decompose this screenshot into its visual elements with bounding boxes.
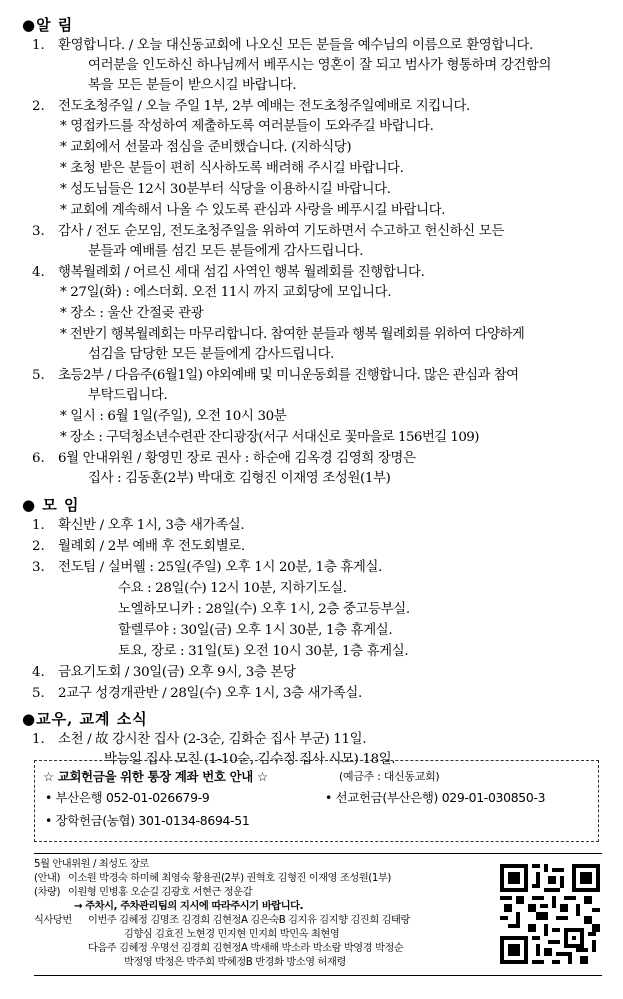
meeting-number: 4. [32,665,45,680]
announcement-number: 1. [32,38,45,53]
announcement-line: 환영합니다. / 오늘 대신동교회에 나오신 모든 분들을 예수님의 이름으로 환영합니다. [58,38,534,53]
announcement-line: 여러분을 인도하신 하나님께서 베푸시는 영혼이 잘 되고 범사가 형통하며 강건함의 [88,58,552,73]
vehicle-names: 이원형 민병홍 오순길 김광호 서현근 정운갑 [68,887,253,898]
parking-notice: → 주차시, 주차관리팀의 지시에 따라주시기 바랍니다. [74,901,304,912]
announcement-line: 섬김을 담당한 모든 분들에게 감사드립니다. [88,347,335,362]
offering-box-title: ☆ 교회헌금을 위한 통장 계좌 번호 안내 ☆ [43,769,268,784]
meeting-number: 5. [32,686,45,701]
announcement-line: 행복월례회 / 어르신 세대 섬김 사역인 행복 월례회를 진행합니다. [58,265,425,280]
announcement-bullet: * 초청 받은 분들이 편히 식사하도록 배려해 주시길 바랍니다. [60,161,404,176]
ushers-title: 5월 안내위원 / 최성도 장로 [34,859,149,870]
announcement-number: 2. [32,99,45,114]
announcement-number: 6. [32,451,45,466]
account-row: • 선교헌금(부산은행) 029-01-030850-3 [325,790,546,805]
announcement-bullet: * 장소 : 구덕청소년수련관 잔디광장(서구 서대신로 꽃마을로 156번길 109) [60,430,479,445]
meeting-line: 노엘하모니카 : 28일(수) 오후 1시, 2층 중고등부실. [118,602,410,617]
meal-this-week: 이번주 김혜정 김명조 김경희 김현정A 김은숙B 김지유 김지향 김진희 김태랑 [88,915,410,926]
meal-this-week-2: 김향심 김효진 노현경 민지현 민지희 박민옥 최현영 [124,929,340,940]
meeting-number: 1. [32,518,45,533]
news-line: 박능일 집사 모친 (1-10순, 김수정 집사 시모) 18일. [104,752,396,767]
announcement-bullet: * 교회에 계속해서 나올 수 있도록 관심과 사랑을 베푸시길 바랍니다. [60,203,446,218]
announcement-line: 복을 모든 분들이 받으시길 바랍니다. [88,78,297,93]
announcement-line: 6월 안내위원 / 황영민 장로 권사 : 하순애 김옥경 김영희 장명은 [58,451,416,466]
meeting-line: 월례회 / 2부 예배 후 전도회별로. [58,539,245,554]
divider-top [34,853,602,854]
news-line: 소천 / 故 강시찬 집사 (2-3순, 김화순 집사 부군) 11일. [58,732,367,747]
vehicle-label: (차량) [34,887,61,898]
announcement-line: 초등2부 / 다음주(6월1일) 야외예배 및 미니운동회를 진행합니다. 많은 관심과 참여 [58,368,519,383]
announcement-bullet: * 영접카드를 작성하여 제출하도록 여러분들이 도와주길 바랍니다. [60,119,434,134]
ushers-names: 이소원 박경숙 하미혜 최영숙 황용권(2부) 권혁호 김형진 이재영 조성원(1부) [68,873,391,884]
meeting-line: 할렐루야 : 30일(금) 오후 1시 30분, 1층 휴게실. [118,623,393,638]
news-number: 1. [32,732,45,747]
meeting-number: 2. [32,539,45,554]
qr-code[interactable] [500,864,600,964]
announcement-line: 전도초청주일 / 오늘 주일 1부, 2부 예배는 전도초청주일예배로 지킵니다. [58,99,470,114]
meetings-heading: ● 모 임 [22,496,80,514]
announcement-bullet: * 성도님들은 12시 30분부터 식당을 이용하시길 바랍니다. [60,182,391,197]
meeting-number: 3. [32,560,45,575]
announcement-bullet: * 교회에서 선물과 점심을 준비했습니다. (지하식당) [60,140,352,155]
meeting-line: 확신반 / 오후 1시, 3층 새가족실. [58,518,245,533]
meeting-line: 전도팀 / 실버웰 : 25일(주일) 오후 1시 20분, 1층 휴게실. [58,560,383,575]
announcement-bullet: * 장소 : 울산 간절곶 관광 [60,306,204,321]
meeting-line: 2교구 성경개관반 / 28일(수) 오후 1시, 3층 새가족실. [58,686,362,701]
account-row: • 부산은행 052-01-026679-9 [45,790,210,805]
announcement-line: 분들과 예배를 섬긴 모든 분들에게 감사드립니다. [88,244,364,259]
announcement-number: 3. [32,224,45,239]
meeting-line: 토요, 장로 : 31일(토) 오전 10시 30분, 1층 휴게실. [118,644,409,659]
account-holder: (예금주 : 대신동교회) [339,770,440,783]
announcement-bullet: * 일시 : 6월 1일(주일), 오전 10시 30분 [60,409,287,424]
account-row: • 장학헌금(농협) 301-0134-8694-51 [45,813,250,828]
news-heading: ●교우, 교계 소식 [22,710,148,728]
announcements-heading: ●알 림 [22,16,74,34]
announcement-line: 부탁드립니다. [88,388,168,403]
announcement-line: 집사 : 김동훈(2부) 박대호 김형진 이재영 조성원(1부) [88,471,391,486]
divider-bottom [34,975,602,976]
meeting-line: 수요 : 28일(수) 12시 10분, 지하기도실. [118,581,347,596]
meeting-line: 금요기도회 / 30일(금) 오후 9시, 3층 본당 [58,665,296,680]
announcement-bullet: * 27일(화) : 에스더회. 오전 11시 까지 교회당에 모입니다. [60,285,392,300]
ushers-label: (안내) [34,873,61,884]
announcement-number: 5. [32,368,45,383]
meal-next-week: 다음주 김혜정 우명선 김경희 김현정A 박새해 박소라 박소람 박영경 박정순 [88,943,404,954]
meal-next-week-2: 박정영 박정은 박주희 박혜정B 반경화 방소영 허재령 [124,957,346,968]
meal-label: 식사당번 [34,915,72,926]
offering-account-box [34,760,599,842]
announcement-number: 4. [32,265,45,280]
announcement-line: 감사 / 전도 순모임, 전도초청주일을 위하여 기도하면서 수고하고 헌신하신 모든 [58,224,504,239]
announcement-bullet: * 전반기 행복월례회는 마무리합니다. 참여한 분들과 행복 월례회를 위하여 다양하게 [60,327,525,342]
